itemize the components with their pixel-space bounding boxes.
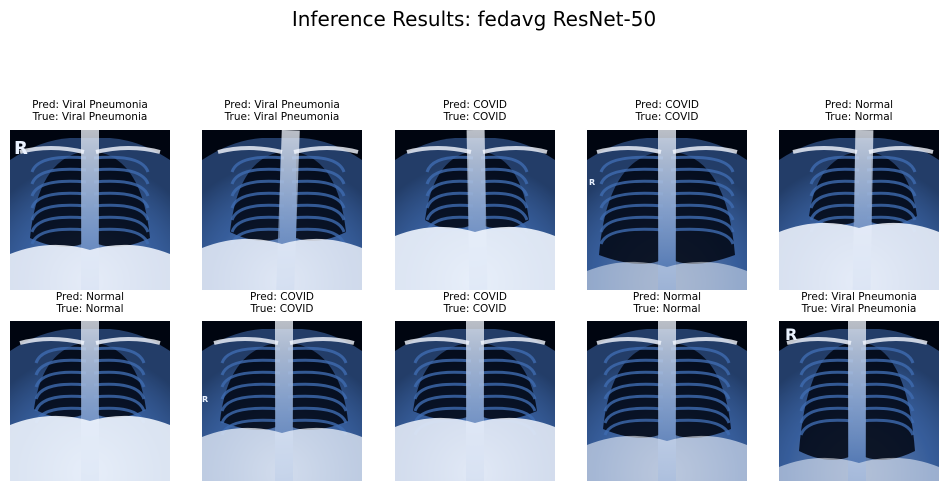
- xray-image: [779, 321, 939, 481]
- xray-drawing: [202, 130, 362, 290]
- xray-image: [10, 321, 170, 481]
- xray-image: [10, 130, 170, 290]
- xray-image: [395, 321, 555, 481]
- panel-caption: [739, 99, 948, 123]
- pred-label: Pred: COVID: [249, 291, 314, 303]
- xray-drawing: [10, 321, 170, 481]
- xray-image: [587, 321, 747, 481]
- panel-caption: [739, 291, 948, 315]
- xray-drawing: [587, 130, 747, 290]
- side-marker: R: [785, 325, 798, 344]
- true-label: True: COVID: [635, 111, 699, 123]
- xray-drawing: [395, 130, 555, 290]
- true-label: True: COVID: [250, 303, 314, 315]
- pred-label: Pred: COVID: [442, 291, 507, 303]
- pred-label: Pred: Normal: [55, 291, 125, 303]
- side-marker: R: [14, 138, 28, 159]
- pred-label: Pred: Normal: [824, 99, 894, 111]
- true-label: True: Normal: [633, 303, 701, 315]
- xray-drawing: [10, 130, 170, 290]
- true-label: True: Normal: [56, 303, 124, 315]
- xray-image: [779, 130, 939, 290]
- true-label: True: COVID: [443, 111, 507, 123]
- figure-title: Inference Results: fedavg ResNet-50: [291, 7, 657, 31]
- xray-image: [395, 130, 555, 290]
- true-label: True: COVID: [443, 303, 507, 315]
- xray-image: [202, 130, 362, 290]
- xray-image: [202, 321, 362, 481]
- true-label: True: Viral Pneumonia: [32, 111, 148, 123]
- pred-label: Pred: Normal: [632, 291, 702, 303]
- xray-drawing: [587, 321, 747, 481]
- xray-drawing: [395, 321, 555, 481]
- side-marker: R: [202, 395, 209, 404]
- pred-label: Pred: COVID: [634, 99, 699, 111]
- xray-drawing: [202, 321, 362, 481]
- xray-image: [587, 130, 747, 290]
- xray-drawing: [779, 321, 939, 481]
- true-label: True: Normal: [825, 111, 893, 123]
- pred-label: Pred: Viral Pneumonia: [224, 99, 340, 111]
- side-marker: R: [589, 178, 596, 187]
- pred-label: Pred: Viral Pneumonia: [801, 291, 917, 303]
- true-label: True: Viral Pneumonia: [801, 303, 917, 315]
- pred-label: Pred: Viral Pneumonia: [32, 99, 148, 111]
- xray-drawing: [779, 130, 939, 290]
- true-label: True: Viral Pneumonia: [224, 111, 340, 123]
- pred-label: Pred: COVID: [442, 99, 507, 111]
